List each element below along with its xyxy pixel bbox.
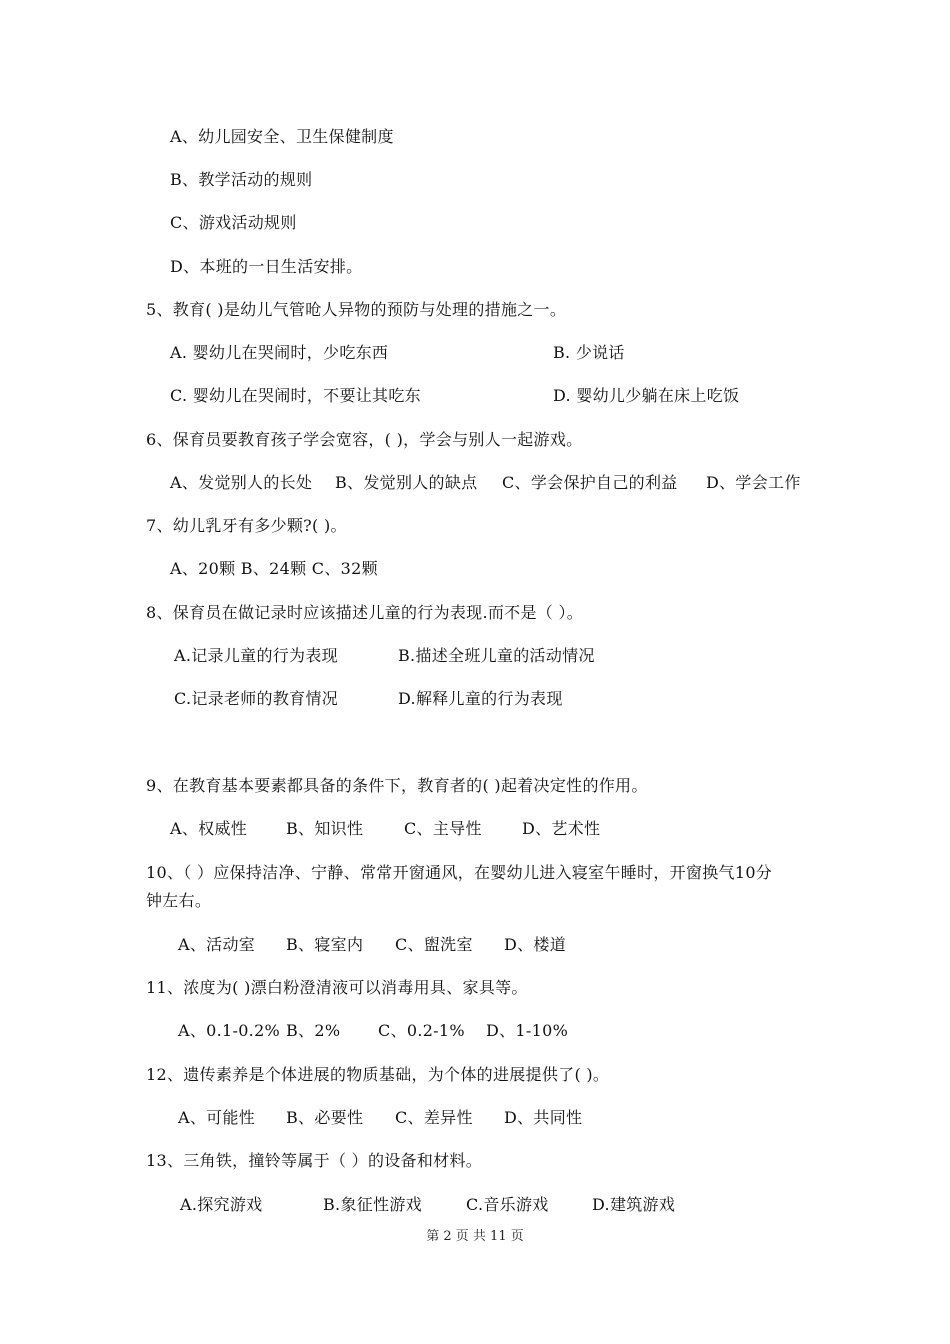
q13-stem: 13、三角铁，撞铃等属于（ ）的设备和材料。 — [146, 1151, 483, 1170]
q6-option-c: C、学会保护自己的利益 — [502, 473, 678, 492]
q5-option-b: B. 少说话 — [553, 343, 625, 362]
q7-stem: 7、幼儿乳牙有多少颗?( )。 — [146, 516, 347, 535]
q12-option-c: C、差异性 — [395, 1108, 473, 1127]
q12-stem: 12、遗传素养是个体进展的物质基础，为个体的进展提供了( )。 — [146, 1065, 610, 1084]
q4-option-b: B、教学活动的规则 — [170, 170, 313, 189]
q6-option-a: A、发觉别人的长处 — [170, 473, 313, 492]
q5-stem: 5、教育( )是幼儿气管呛人异物的预防与处理的措施之一。 — [146, 300, 567, 319]
q12-option-a: A、可能性 — [178, 1108, 256, 1127]
q13-option-a: A.探究游戏 — [180, 1195, 263, 1214]
q6-option-b: B、发觉别人的缺点 — [335, 473, 478, 492]
q8-stem: 8、保育员在做记录时应该描述儿童的行为表现.而不是（ ）。 — [146, 603, 584, 622]
q11-option-d: D、1-10% — [486, 1021, 569, 1040]
q13-option-c: C.音乐游戏 — [466, 1195, 549, 1214]
q9-option-a: A、权威性 — [170, 819, 248, 838]
q10-stem-line1: 10、（ ）应保持洁净、宁静、常常开窗通风，在婴幼儿进入寝室午睡时，开窗换气10分 — [146, 863, 773, 882]
q9-option-b: B、知识性 — [286, 819, 364, 838]
page-footer — [0, 1228, 950, 1246]
page-number: 第 2 页 共 11 页 — [426, 1229, 524, 1244]
q11-stem: 11、浓度为( )漂白粉澄清液可以消毒用具、家具等。 — [146, 978, 528, 997]
q5-option-d: D. 婴幼儿少躺在床上吃饭 — [553, 386, 740, 405]
q13-option-d: D.建筑游戏 — [592, 1195, 676, 1214]
q9-stem: 9、在教育基本要素都具备的条件下，教育者的( )起着决定性的作用。 — [146, 776, 648, 795]
q11-option-b: B、2% — [286, 1021, 341, 1040]
q10-option-a: A、活动室 — [178, 935, 256, 954]
q5-option-c: C. 婴幼儿在哭闹时，不要让其吃东 — [170, 386, 421, 405]
q9-option-d: D、艺术性 — [522, 819, 601, 838]
q8-option-b: B.描述全班儿童的活动情况 — [398, 646, 595, 665]
q6-stem: 6、保育员要教育孩子学会宽容，( )，学会与别人一起游戏。 — [146, 430, 583, 449]
q8-option-c: C.记录老师的教育情况 — [174, 689, 339, 708]
q12-option-b: B、必要性 — [286, 1108, 364, 1127]
q10-option-c: C、盥洗室 — [395, 935, 473, 954]
q4-option-a: A、幼儿园安全、卫生保健制度 — [170, 127, 394, 146]
q10-option-b: B、寝室内 — [286, 935, 364, 954]
q11-option-a: A、0.1-0.2% — [178, 1021, 281, 1040]
q4-option-d: D、本班的一日生活安排。 — [170, 257, 363, 276]
q7-options: A、20颗 B、24颗 C、32颗 — [170, 559, 378, 578]
q13-option-b: B.象征性游戏 — [323, 1195, 422, 1214]
q12-option-d: D、共同性 — [504, 1108, 583, 1127]
q4-option-c: C、游戏活动规则 — [170, 213, 297, 232]
q11-option-c: C、0.2-1% — [378, 1021, 465, 1040]
q10-option-d: D、楼道 — [504, 935, 567, 954]
q10-stem-line2: 钟左右。 — [146, 891, 212, 910]
q8-option-a: A.记录儿童的行为表现 — [174, 646, 338, 665]
q5-option-a: A. 婴幼儿在哭闹时，少吃东西 — [170, 343, 389, 362]
q8-option-d: D.解释儿童的行为表现 — [398, 689, 563, 708]
q6-option-d: D、学会工作 — [706, 473, 801, 492]
q9-option-c: C、主导性 — [404, 819, 482, 838]
